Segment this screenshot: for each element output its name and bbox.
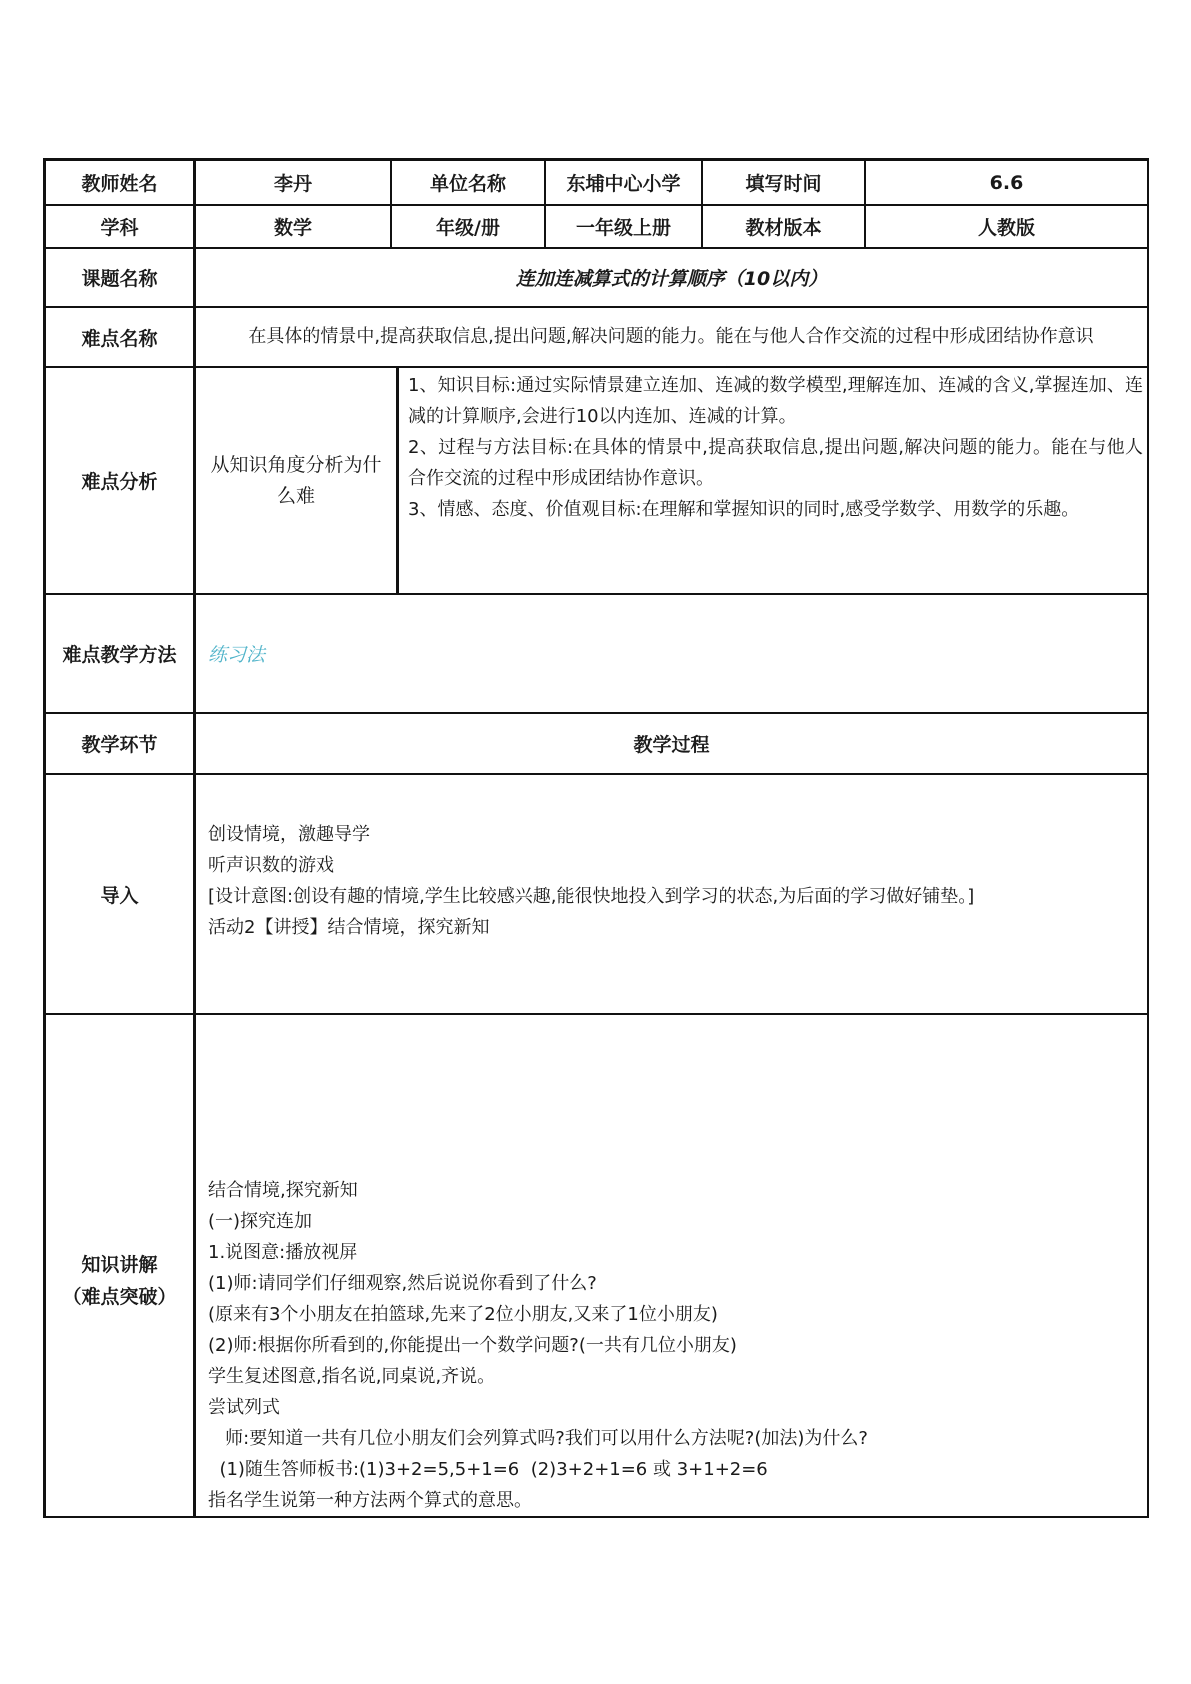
topic-value: 连加连减算式的计算顺序（10以内） [515,268,828,290]
explain-line: 指名学生说第一种方法两个算式的意思。 [208,1490,532,1511]
explain-label-line2: （难点突破） [62,1286,177,1308]
explain-line: (2)师:根据你所看到的,你能提出一个数学问题?(一共有几位小朋友) [208,1335,737,1356]
analysis-content [408,370,1143,590]
edition-value: 人教版 [977,217,1035,239]
explain-line: (1)师:请同学们仔细观察,然后说说你看到了什么? [208,1273,597,1294]
intro-line: 创设情境，激趣导学 [208,824,370,845]
process-label: 教学过程 [633,734,710,756]
unit-name-value: 东埔中心小学 [566,173,681,195]
difficulty-label: 难点名称 [81,327,158,350]
lesson-plan-table [43,158,1149,1518]
explain-line: 学生复述图意,指名说,同桌说,齐说。 [208,1366,496,1387]
topic-label: 课题名称 [81,268,158,290]
intro-label: 导入 [100,884,139,907]
fill-date-value: 6.6 [989,171,1024,194]
explain-label [46,1241,193,1321]
row-divider [46,773,1147,775]
explain-line: 师:要知道一共有几位小朋友们会列算式吗?我们可以用什么方法呢?(加法)为什么? [208,1428,868,1449]
teacher-name-label: 教师姓名 [81,173,158,195]
difficulty-value: 在具体的情景中,提高获取信息,提出问题,解决问题的能力。能在与他人合作交流的过程中形成团结协作意识 [248,326,1094,347]
analysis-line: 3、情感、态度、价值观目标:在理解和掌握知识的同时,感受学数学、用数学的乐趣。 [408,499,1080,520]
analysis-label: 难点分析 [81,471,158,493]
subject-label: 学科 [100,217,139,239]
unit-name-label: 单位名称 [429,173,506,195]
analysis-sublabel: 从知识角度分析为什么难 [210,453,382,507]
edition-label: 教材版本 [745,217,822,239]
explain-line: (原来有3个小朋友在拍篮球,先来了2位小朋友,又来了1位小朋友) [208,1304,718,1325]
explain-line: (一)探究连加 [208,1211,313,1232]
method-label: 难点教学方法 [62,644,177,666]
intro-content [208,819,1143,1009]
intro-line: [设计意图:创设有趣的情境,学生比较感兴趣,能很快地投入到学习的状态,为后面的学习做好铺垫。] [208,886,975,907]
analysis-line: 1、知识目标:通过实际情景建立连加、连减的数学模型,理解连加、连减的含义,掌握连加、连减的计算顺序,会进行10以内连加、连减的计算。 [408,375,1143,427]
subject-value: 数学 [273,217,312,239]
fill-date-label: 填写时间 [745,173,822,195]
intro-line: 听声识数的游戏 [208,855,334,876]
row-divider [46,1013,1147,1015]
grade-label: 年级/册 [436,217,500,239]
explain-content [208,1175,1143,1515]
explain-line: 结合情境,探究新知 [208,1180,358,1201]
explain-line: 尝试列式 [208,1397,280,1418]
process-stage-label: 教学环节 [81,734,158,756]
teacher-name-value: 李丹 [273,173,312,195]
column-divider [193,161,196,1518]
grade-value: 一年级上册 [575,217,671,239]
column-divider [396,366,399,593]
explain-line: 1.说图意:播放视屏 [208,1242,358,1263]
explain-line: (1)随生答师板书:(1)3+2=5,5+1=6 (2)3+2+1=6 或 3+1+2=6 [208,1459,768,1480]
method-value: 练习法 [208,644,266,666]
analysis-line: 2、过程与方法目标:在具体的情景中,提高获取信息,提出问题,解决问题的能力。能在与他人合作交流的过程中形成团结协作意识。 [408,437,1143,489]
intro-line: 活动2【讲授】结合情境，探究新知 [208,917,490,938]
explain-label-line1: 知识讲解 [81,1254,158,1276]
